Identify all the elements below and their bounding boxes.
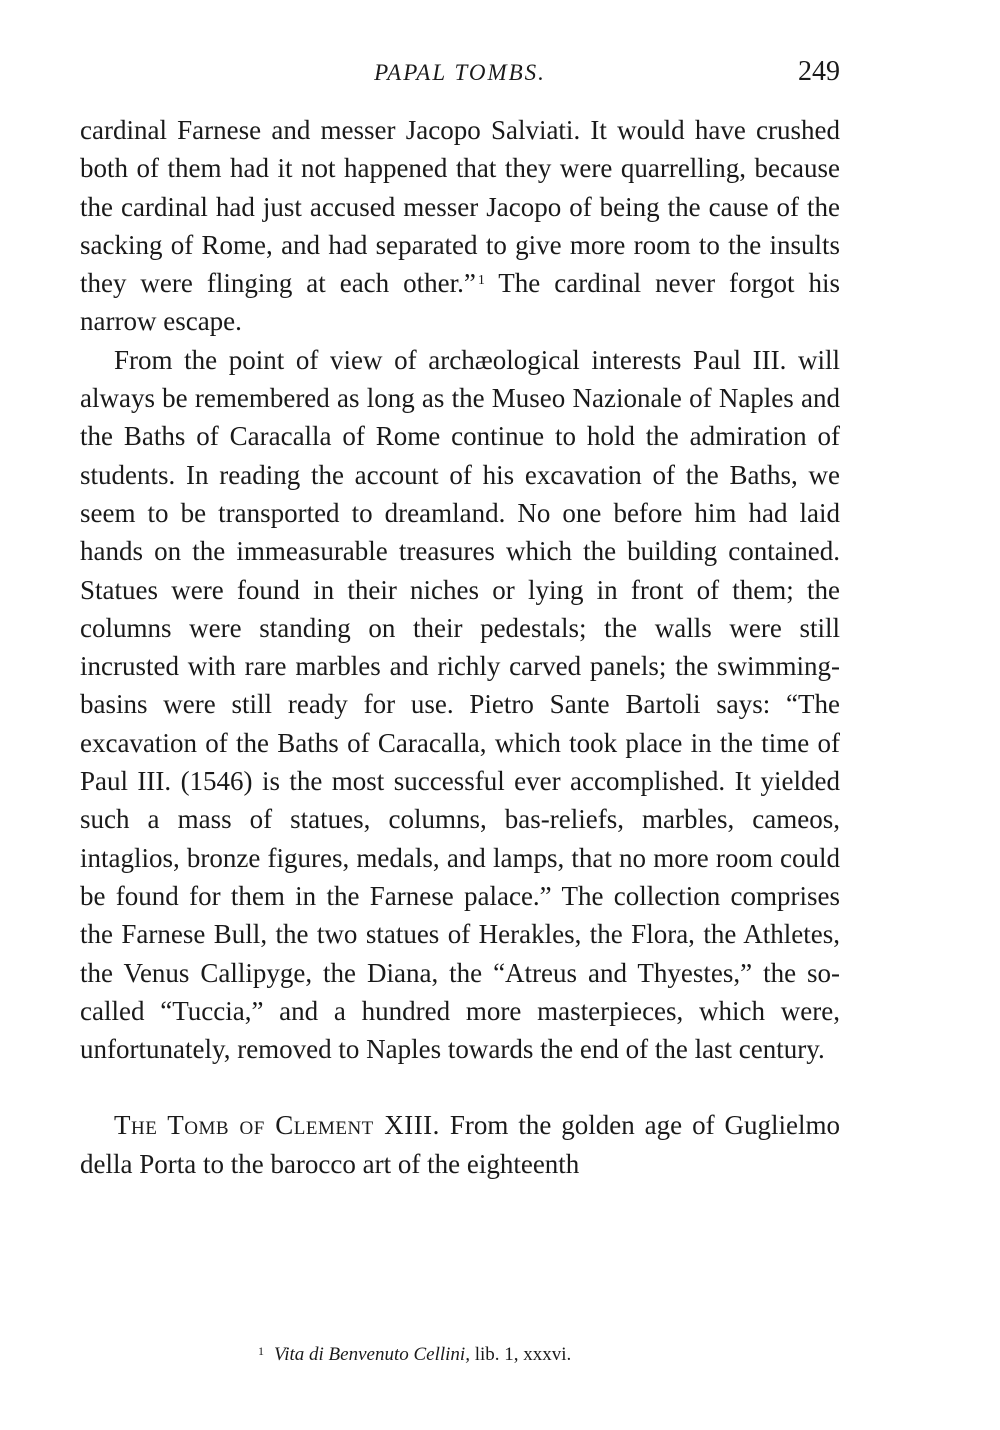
footnote-reference-text: lib. 1, xxxvi. (469, 1344, 572, 1365)
body-text (80, 111, 840, 1183)
running-head (80, 56, 840, 92)
paragraph-text: cardinal Farnese and messer Jacopo Salviati. It would have crushed both of them had it not happened that they were quarrelling, because the cardinal had just accused messer Jacopo of being the cause of the sacking of Rome, and had separated to give more room to the insults they were flinging at each other.” (80, 115, 840, 299)
footnote (258, 1344, 571, 1366)
paragraph-text: The cardinal never forgot his narrow escape. (80, 268, 840, 337)
paragraph-text: From the golden age of Guglielmo della Porta to the barocco art of the eighteenth (80, 1110, 840, 1179)
paragraph-continued (80, 111, 840, 341)
paragraph-section-start (80, 1106, 840, 1183)
footnote-number: 1 (258, 1344, 264, 1358)
running-title: PAPAL TOMBS. (374, 60, 546, 85)
section-spacer (80, 1068, 840, 1106)
page-number: 249 (798, 56, 840, 87)
footnote-reference: 1 (477, 273, 485, 289)
book-page (80, 0, 840, 1430)
footnote-title: Vita di Benvenuto Cellini, (274, 1344, 470, 1365)
section-heading: The Tomb of Clement XIII. (114, 1110, 440, 1141)
paragraph-archaeology: From the point of view of archæological interests Paul III. will always be remembered as long as the Museo Nazionale of Naples and the Baths of Caracalla of Rome continue to hold the admiration of students. In reading the account of his excavation of the Baths, we seem to be transported to dreamland. No one before him had laid hands on the immeasurable treasures which the building contained. Statues were found in their niches or lying in front of them; the columns were standing on their pedestals; the walls were still incrusted with rare marbles and richly carved panels; the swimming-basins were still ready for use. Pietro Sante Bartoli says: “The excavation of the Baths of Caracalla, which took place in the time of Paul III. (1546) is the most successful ever accomplished. It yielded such a mass of statues, columns, bas-reliefs, marbles, cameos, intaglios, bronze figures, medals, and lamps, that no more room could be found for them in the Farnese palace.” The collection comprises the Farnese Bull, the two statues of Herakles, the Flora, the Athletes, the Venus Callipyge, the Diana, the “Atreus and Thyestes,” the so-called “Tuccia,” and a hundred more masterpieces, which were, unfortunately, removed to Naples towards the end of the last century. (80, 344, 840, 1065)
